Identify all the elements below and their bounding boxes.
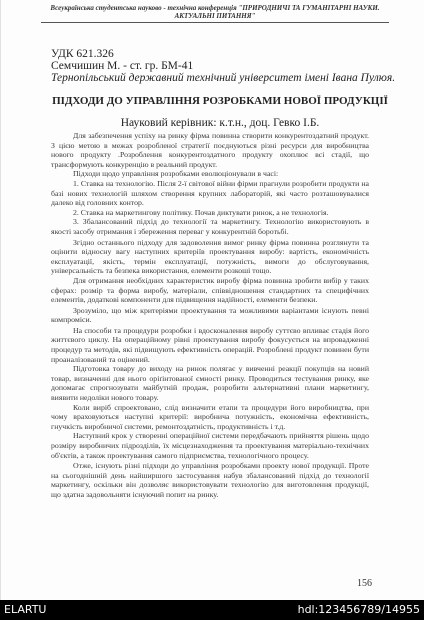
udk-code: УДК 621.326 xyxy=(51,48,114,60)
conference-header xyxy=(41,4,389,23)
paragraph-approach-1: 1. Ставка на технологію. Після 2-ї світової війни фірми прагнули розробити продукти на базі нових технологій шляхом створення крупних лабораторій, які часто розташовувалися далеко від головних контор. xyxy=(51,178,369,208)
paragraph-production-stages: Коли виріб спроектовано, слід визначити етапи та процедури його виробництва, при чому враховуються наступні критерії: виробнича потужність, економічна ефективність, гнучкість виробничої системи, ремонтоздатність, продуктивність і т.д. xyxy=(51,402,369,431)
affiliation: Тернопільський державний технічний університет імені Івана Пулюя. xyxy=(51,72,396,84)
repository-name: ELARTU xyxy=(4,603,47,616)
paragraph-characteristics: Для отримання необхідних характеристик виробу фірма повинна зробити вибір у таких сферах: розмір та форма виробу, матеріали, співвідношення стандартних та специфічних елементів, додаткові компоненти для підвищення надійності, елементи безпеки. xyxy=(51,275,369,305)
paper-title: ПІДХОДИ ДО УПРАВЛІННЯ РОЗРОБКАМИ НОВОЇ ПРОДУКЦІЇ xyxy=(52,95,388,107)
paragraph-next-step: Наступний крок у створенні операційної системи передбачають прийняття рішень щодо розміру виробничих підрозділів, їх місцезнаходження та проектування матеріально-технічних об'єктів, а також проектування самого підприємства, технологічного процесу. xyxy=(51,431,369,460)
paragraph-approaches-lead: Підходи щодо управління розробками еволюціонували в часі: xyxy=(73,169,279,179)
paragraph-criteria: Згідно останнього підходу для задоволення вимог ринку фірма повинна розглянути та оцінити відносну вагу наступних критеріїв проектування виробу: вартість, економічність експлуатації, якість, термін експлуатації, потужність, вимоги до обслуговування, універсальність та безпека використання, елементи розкоші тощо. xyxy=(51,237,369,276)
conference-header-line2: АКТУАЛЬНІ ПИТАННЯ" xyxy=(174,12,256,20)
conference-header-line1: Всеукраїнська студентська науково - технічна конференція "ПРИРОДНИЧІ ТА ГУМАНІТАРНІ НАУКИ. xyxy=(50,4,380,12)
paragraph-market-prep: Підготовка товару до виходу на ринок полягає у вивченні реакції покупців на новий товар, визначенні для нього оріґінтованої ємності ринку. Проводиться тестування ринку, яке допомагає спрогнозувати майбутній продаж, розробити альтернативні плани маркетингу, виявити недоліки нового товару. xyxy=(51,364,369,403)
paragraph-approach-3: 3. Збалансований підхід до технології та маркетингу. Технологію використовують в якості засобу отримання і збереження переваг у конкурентній боротьбі. xyxy=(51,217,369,236)
author-line: Семчишин М. - ст. гр. БМ-41 xyxy=(51,60,194,72)
repository-footer xyxy=(0,600,424,620)
page-number: 156 xyxy=(357,578,372,589)
paragraph-conclusion: Отже, існують різні підходи до управління розробками проекту нової продукції. Проте на сьогоднішній день найширшого застосування набув збалансований підхід до технології маркетингу, оскільки він дозволяє використовувати технологію для виготовлення продукції, що здатна задовольняти існуючий попит на ринку. xyxy=(51,461,369,499)
paragraph-compromises: Зрозуміло, що між критеріями проектування та можливими варіантами існують певні компроміси. xyxy=(51,305,369,325)
paragraph-life-cycle: На способи та процедури розробки і вдосконалення виробу суттєво впливає стадія його життєвого циклу. На операційному рівні проектування виробу фокусується на впровадженні процедур та методів, які підвищують ефективність операцій. Розроблені продукт повинен бути проаналізований та оцінений. xyxy=(51,325,369,364)
scientific-advisor: Науковий керівник: к.т.н., доц. Гевко І.Б. xyxy=(120,117,320,129)
body-text xyxy=(51,131,369,500)
handle-link[interactable]: hdl:123456789/14955 xyxy=(297,603,420,616)
paragraph-approach-2: 2. Ставка на маркетингову політику. Почав диктувати ринок, а не технологія. xyxy=(73,207,329,217)
paragraph-intro: Для забезпечення успіху на ринку фірма повинна створити конкурентоздатний продукт. З цією метою в межах розробленої стратегії поєднуються різні ресурси для виробництва нового продукту .Розроблення конкурентоздатного продукту охоплює всі стадії, що трансформують конкуренцію в реальний продукт. xyxy=(51,131,369,169)
